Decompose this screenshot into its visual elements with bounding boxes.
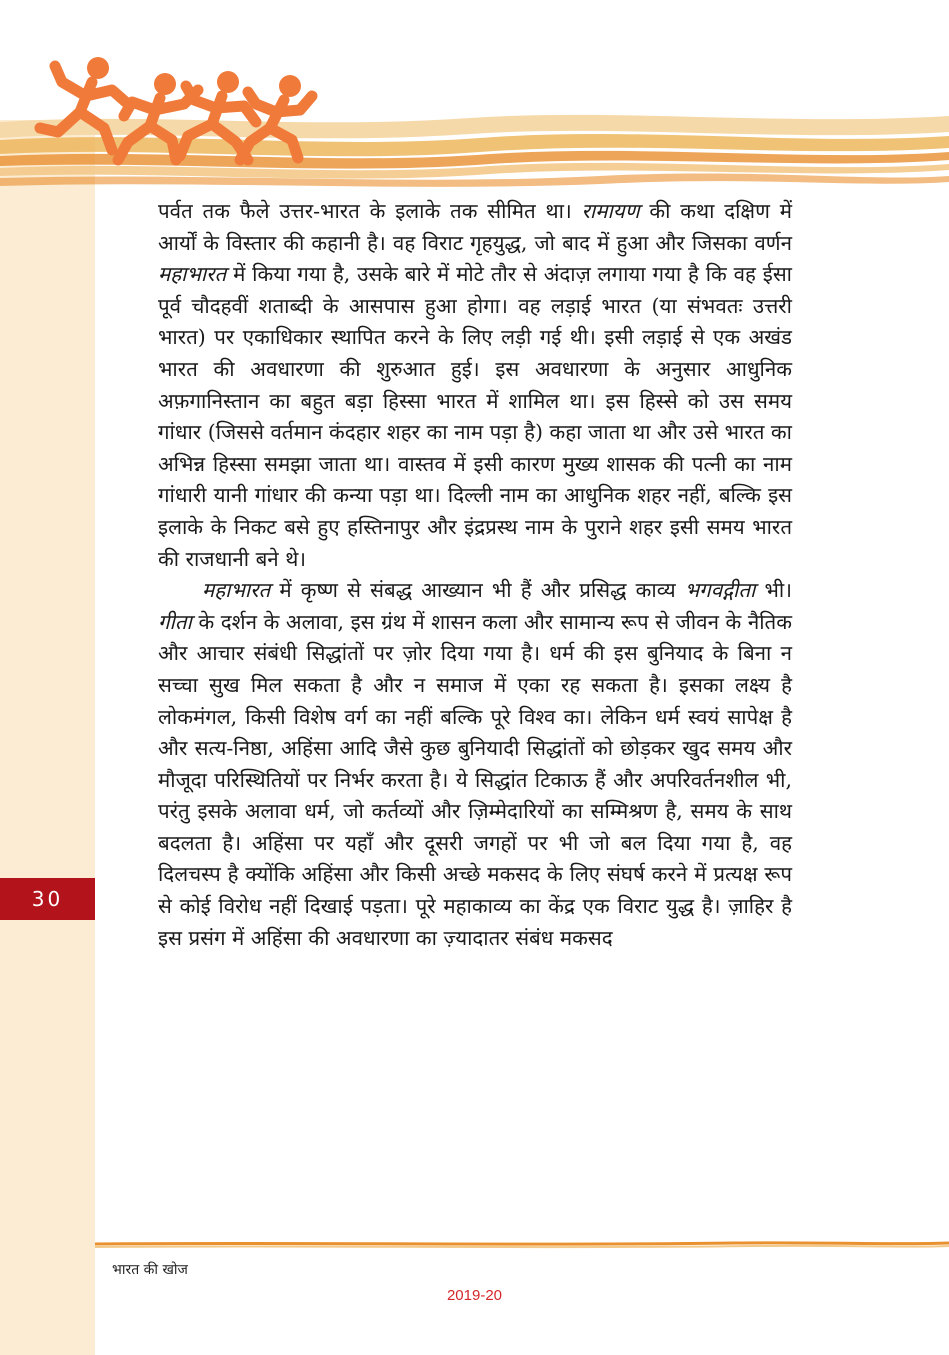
text-run: भी। <box>755 578 792 603</box>
italic-title: महाभारत <box>202 578 271 603</box>
text-run: में किया गया है, उसके बारे में मोटे तौर से अंदाज़ लगाया गया है कि वह ईसा पूर्व चौदहवीं शताब्दी के आसपास हुआ होगा। वह लड़ाई भारत (या संभवतः उत्तरी भारत) पर एकाधिकार स्थापित करने के लिए लड़ी गई थी। इसी लड़ाई से एक अखंड भारत की अवधारणा की शुरुआत हुई। इस अवधारणा के अनुसार आधुनिक अफ़गानिस्तान का बहुत बड़ा हिस्सा भारत में शामिल था। इस हिस्से को उस समय गांधार (जिससे वर्तमान कंदहार शहर का नाम पड़ा है) कहा जाता था और उसे भारत का अभिन्न हिस्सा समझा जाता था। वास्तव में इसी कारण मुख्य शासक की पत्नी का नाम गांधारी यानी गांधार की कन्या पड़ा था। दिल्ली नाम का आधुनिक शहर नहीं, बल्कि इस इलाके के निकट बसे हुए हस्तिनापुर और इंद्रप्रस्थ नाम के पुराने शहर इसी समय भारत की राजधानी बने थे। <box>158 262 792 571</box>
text-run: के दर्शन के अलावा, इस ग्रंथ में शासन कला और सामान्य रूप से जीवन के नैतिक और आचार संबंधी सिद्धांतों पर ज़ोर दिया गया है। धर्म की इस बुनियाद के बिना न सच्चा सुख मिल सकता है और न समाज में एका रह सकता है। इसका लक्ष्य है लोकमंगल, किसी विशेष वर्ग का नहीं बल्कि पूरे विश्व का। लेकिन धर्म स्वयं सापेक्ष है और सत्य-निष्ठा, अहिंसा आदि जैसे कुछ बुनियादी सिद्धांतों को छोड़कर खुद समय और मौजूदा परिस्थितियों पर निर्भर करता है। ये सिद्धांत टिकाऊ हैं और अपरिवर्तनशील भी, परंतु इसके अलावा धर्म, जो कर्तव्यों और ज़िम्मेदारियों का सम्मिश्रण है, समय के साथ बदलता है। अहिंसा पर यहाँ और दूसरी जगहों पर भी जो बल दिया गया है, वह दिलचस्प है क्योंकि अहिंसा और किसी अच्छे मकसद के लिए संघर्ष करने में प्रत्यक्ष रूप से कोई विरोध नहीं दिखाई पड़ता। पूरे महाकाव्य का केंद्र एक विराट युद्ध है। ज़ाहिर है इस प्रसंग में अहिंसा की अवधारणा का ज़्यादातर संबंध मकसद <box>158 609 792 950</box>
body-text <box>158 196 792 954</box>
italic-title: महाभारत <box>158 262 227 287</box>
italic-title: भगवद्गीता <box>684 578 756 603</box>
text-run: की कथा दक्षिण में आर्यों के विस्तार की कहानी है। वह विराट गृहयुद्ध, जो बाद में हुआ और जिसका वर्णन <box>158 199 792 255</box>
text-run: में कृष्ण से संबद्ध आख्यान भी हैं और प्रसिद्ध काव्य <box>270 578 685 603</box>
footer-rule <box>95 1240 949 1250</box>
page-number-badge: 30 <box>0 878 95 920</box>
academic-year: 2019-20 <box>446 1287 503 1304</box>
text-run: पर्वत तक फैले उत्तर-भारत के इलाके तक सीमित था। <box>158 199 582 223</box>
book-title-footer: भारत की खोज <box>112 1262 188 1278</box>
paragraph <box>158 575 792 954</box>
margin-strip <box>0 120 95 1355</box>
italic-title: गीता <box>158 609 192 634</box>
header-banner <box>0 0 949 190</box>
italic-title: रामायण <box>581 199 640 223</box>
paragraph <box>158 196 792 575</box>
